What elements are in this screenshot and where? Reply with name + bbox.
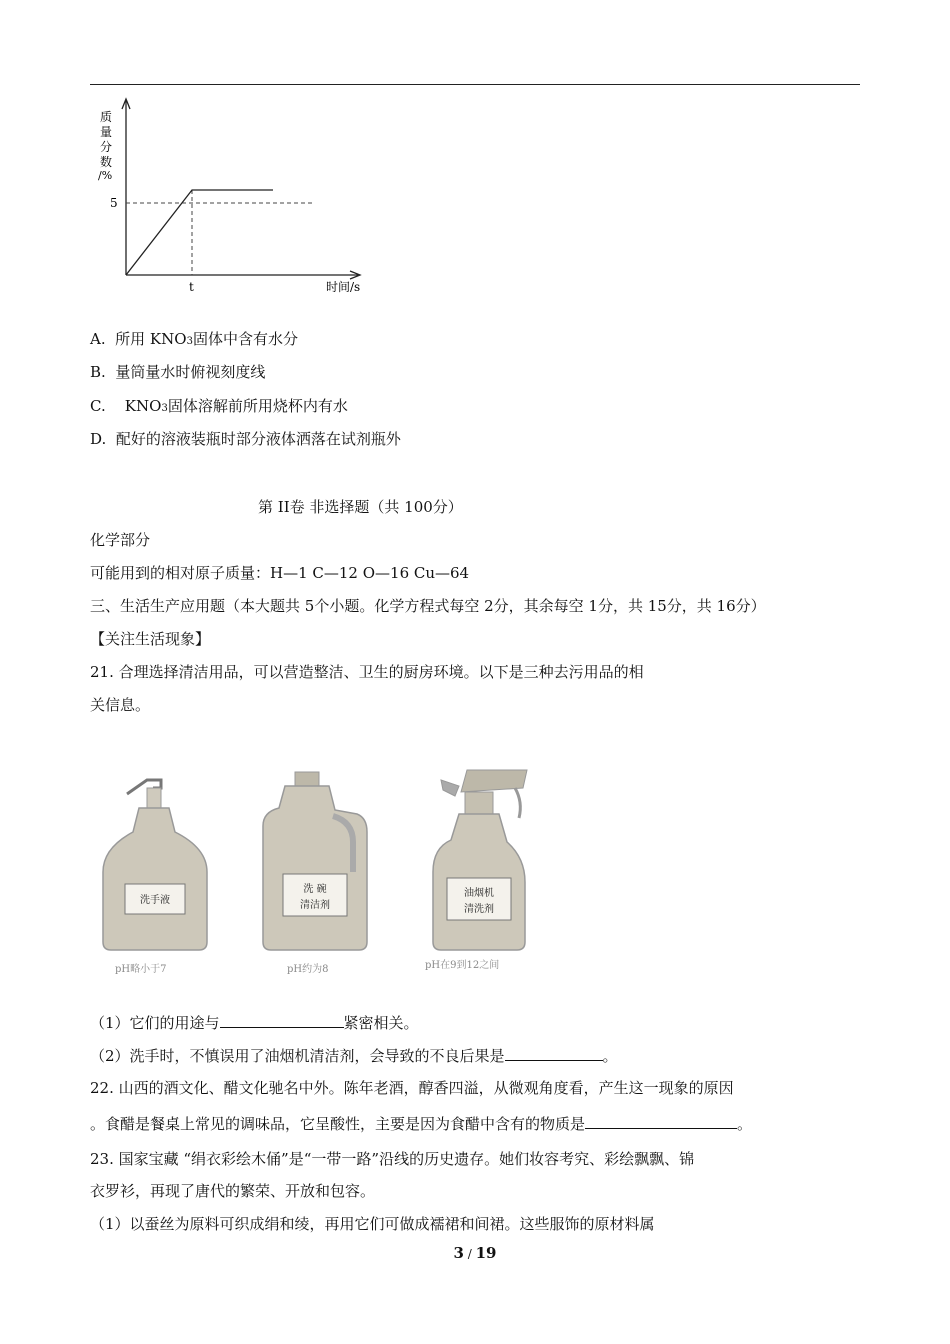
product-caption-2: pH约为8: [287, 964, 329, 975]
ytick-label: 5: [110, 196, 118, 210]
svg-text:清洗剂: 清洗剂: [464, 904, 494, 915]
page-number: 3 / 19: [453, 1244, 497, 1262]
q21-sub2: （2）洗手时，不慎误用了油烟机清洁剂，会导致的不良后果是 。: [90, 1047, 618, 1065]
spray-bottle-icon: [433, 770, 527, 950]
atomic-masses: 可能用到的相对原子质量：H—1 C—12 O—16 Cu—64: [90, 564, 470, 582]
svg-text:洗手液: 洗手液: [140, 895, 170, 906]
dish-detergent-jug-icon: [263, 772, 367, 950]
option-a: A. 所用 KNO3固体中含有水分: [90, 330, 298, 348]
q21-line1: 21. 合理选择清洁用品，可以营造整洁、卫生的厨房环境。以下是三种去污用品的相: [90, 663, 644, 681]
ylabel-char-3: 分: [100, 140, 113, 154]
answer-blank-1[interactable]: [220, 1013, 344, 1028]
product-caption-3: pH在9到12之间: [425, 960, 500, 971]
q23-line2: 衣罗衫，再现了唐代的繁荣、开放和包容。: [90, 1182, 376, 1200]
option-c: C. KNO3固体溶解前所用烧杯内有水: [90, 397, 348, 415]
q22-line2: 。食醋是餐桌上常见的调味品，它呈酸性，主要是因为食醋中含有的物质是 。: [90, 1115, 753, 1133]
answer-blank-2[interactable]: [505, 1046, 603, 1061]
product-caption-1: pH略小于7: [115, 964, 167, 975]
section-title: 第 II卷 非选择题（共 100分）: [258, 498, 463, 516]
svg-text:洗 碗: 洗 碗: [303, 884, 327, 895]
option-b: B. 量筒量水时俯视刻度线: [90, 363, 266, 381]
q23-sub1: （1）以蚕丝为原料可织成绢和绫，再用它们可做成襦裙和间裙。这些服饰的原材料属: [90, 1215, 655, 1233]
products-illustration: [95, 762, 555, 952]
ylabel-char-5: /%: [98, 169, 113, 182]
svg-text:油烟机: 油烟机: [464, 888, 494, 899]
ylabel-char-4: 数: [100, 155, 113, 169]
q21-line2: 关信息。: [90, 696, 151, 714]
cleaning-products-figure: [95, 762, 555, 977]
part3-title: 三、生活生产应用题（本大题共 5个小题。化学方程式每空 2分，其余每空 1分，共 15分，共 16分）: [90, 597, 766, 615]
q21-sub1: （1）它们的用途与 紧密相关。: [90, 1014, 419, 1032]
xtick-label: t: [189, 280, 194, 294]
q22-line1: 22. 山西的酒文化、醋文化驰名中外。陈年老酒，醇香四溢，从微观角度看，产生这一现象的原因: [90, 1079, 734, 1097]
xlabel: 时间/s: [326, 280, 361, 294]
mass-fraction-chart: [90, 95, 390, 305]
ylabel-char-1: 质: [100, 110, 113, 124]
subject-heading: 化学部分: [90, 531, 151, 549]
answer-blank-3[interactable]: [585, 1114, 737, 1129]
option-d: D. 配好的溶液装瓶时部分液体洒落在试剂瓶外: [90, 430, 401, 448]
svg-text:清洁剂: 清洁剂: [300, 900, 330, 911]
header-rule: [90, 84, 860, 85]
bracket-title: 【关注生活现象】: [90, 630, 211, 648]
q23-line1: 23. 国家宝藏 “绢衣彩绘木俑”是“一带一路”沿线的历史遗存。她们妆容考究、彩绘飘飘、锦: [90, 1150, 695, 1168]
ylabel-char-2: 量: [100, 125, 113, 139]
hand-soap-bottle-icon: [103, 780, 207, 950]
